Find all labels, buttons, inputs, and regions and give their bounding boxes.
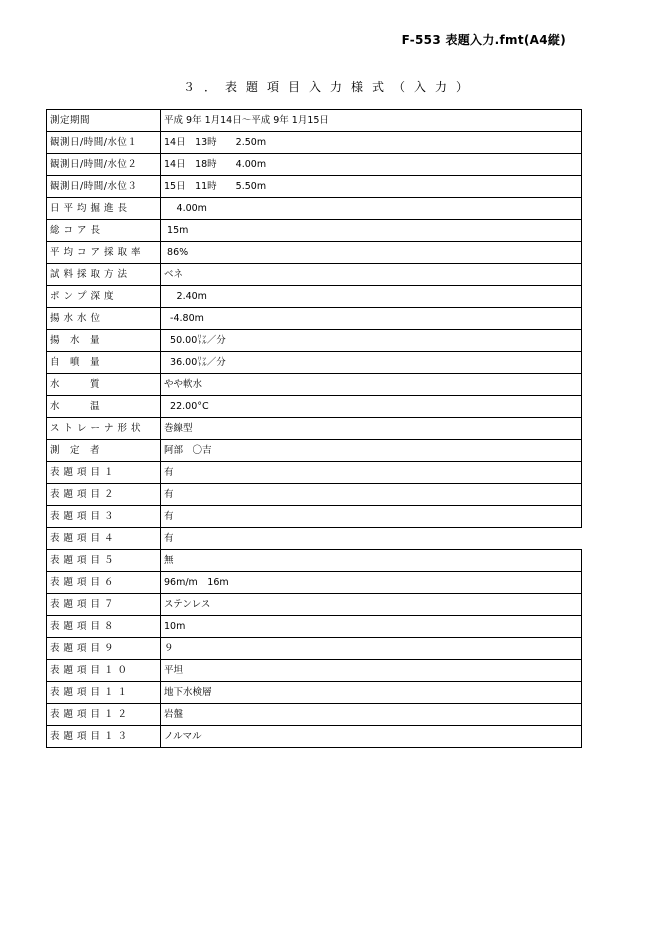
row-value[interactable]: 15日 11時 5.50m <box>161 176 582 198</box>
row-label: ポンプ深度 <box>47 286 161 308</box>
row-label: 表題項目３ <box>47 506 161 528</box>
row-value[interactable]: 無 <box>161 550 582 572</box>
row-value[interactable]: 地下水検層 <box>161 682 582 704</box>
row-label: 表題項目９ <box>47 638 161 660</box>
row-value[interactable]: 15m <box>161 220 582 242</box>
row-label: 表題項目６ <box>47 572 161 594</box>
page-title: ３．表題項目入力様式（入力） <box>182 80 477 94</box>
table-row <box>47 682 582 704</box>
table-row <box>47 462 582 484</box>
table-row <box>47 374 582 396</box>
row-value[interactable]: 86% <box>161 242 582 264</box>
row-value[interactable]: ステンレス <box>161 594 582 616</box>
row-value[interactable]: 平坦 <box>161 660 582 682</box>
table-row <box>47 132 582 154</box>
table-row <box>47 484 582 506</box>
table-row <box>47 440 582 462</box>
table-row <box>47 638 582 660</box>
row-value[interactable]: 有 <box>161 528 582 550</box>
row-value[interactable]: 平成 9年 1月14日～平成 9年 1月15日 <box>161 110 582 132</box>
row-value[interactable]: 岩盤 <box>161 704 582 726</box>
row-label: 表題項目１１ <box>47 682 161 704</box>
row-label: 観測日/時間/水位３ <box>47 176 161 198</box>
row-value[interactable]: 36.00㍑／分 <box>161 352 582 374</box>
row-label: 水 質 <box>47 374 161 396</box>
row-label: 日平均掘進長 <box>47 198 161 220</box>
row-value[interactable]: 14日 18時 4.00m <box>161 154 582 176</box>
row-value[interactable]: 96m/m 16m <box>161 572 582 594</box>
row-label: 試料採取方法 <box>47 264 161 286</box>
table-row <box>47 396 582 418</box>
row-label: 表題項目４ <box>47 528 161 550</box>
row-value[interactable]: ノルマル <box>161 726 582 748</box>
row-label: 自 噴 量 <box>47 352 161 374</box>
table-row <box>47 220 582 242</box>
table-row <box>47 616 582 638</box>
row-label: 観測日/時間/水位２ <box>47 154 161 176</box>
row-label: 表題項目１ <box>47 462 161 484</box>
table-row <box>47 352 582 374</box>
table-row <box>47 550 582 572</box>
table-row <box>47 418 582 440</box>
row-label: 測 定 者 <box>47 440 161 462</box>
table-row <box>47 594 582 616</box>
table-row <box>47 110 582 132</box>
table-row <box>47 506 582 528</box>
row-label: 水 温 <box>47 396 161 418</box>
row-value[interactable]: 阿部 〇吉 <box>161 440 582 462</box>
row-label: ストレーナ形状 <box>47 418 161 440</box>
row-label: 観測日/時間/水位１ <box>47 132 161 154</box>
table-row <box>47 572 582 594</box>
row-value[interactable]: 2.40m <box>161 286 582 308</box>
table-row <box>47 660 582 682</box>
row-value[interactable]: ベネ <box>161 264 582 286</box>
row-label: 表題項目１２ <box>47 704 161 726</box>
table-row <box>47 242 582 264</box>
row-label: 表題項目５ <box>47 550 161 572</box>
row-label: 表題項目１３ <box>47 726 161 748</box>
row-label: 平均コア採取率 <box>47 242 161 264</box>
input-form-table <box>46 109 582 748</box>
table-row <box>47 308 582 330</box>
row-label: 表題項目７ <box>47 594 161 616</box>
table-row <box>47 286 582 308</box>
row-value[interactable]: ９ <box>161 638 582 660</box>
row-value[interactable]: 有 <box>161 484 582 506</box>
row-value[interactable]: 14日 13時 2.50m <box>161 132 582 154</box>
row-value[interactable]: 22.00°C <box>161 396 582 418</box>
row-label: 揚水水位 <box>47 308 161 330</box>
row-value[interactable]: 10m <box>161 616 582 638</box>
row-value[interactable]: やや軟水 <box>161 374 582 396</box>
row-label: 表題項目８ <box>47 616 161 638</box>
table-row <box>47 726 582 748</box>
row-label: 揚 水 量 <box>47 330 161 352</box>
row-label: 測定期間 <box>47 110 161 132</box>
table-row <box>47 704 582 726</box>
table-row <box>47 198 582 220</box>
table-row <box>47 154 582 176</box>
table-row <box>47 330 582 352</box>
row-value[interactable]: 巻線型 <box>161 418 582 440</box>
row-label: 表題項目２ <box>47 484 161 506</box>
table-row <box>47 176 582 198</box>
row-label: 表題項目１０ <box>47 660 161 682</box>
row-label: 総コア長 <box>47 220 161 242</box>
row-value[interactable]: 50.00㍑／分 <box>161 330 582 352</box>
table-row <box>47 528 582 550</box>
form-id: F-553 表題入力.fmt(A4縦) <box>401 33 566 47</box>
row-value[interactable]: 有 <box>161 506 582 528</box>
row-value[interactable]: -4.80m <box>161 308 582 330</box>
row-value[interactable]: 4.00m <box>161 198 582 220</box>
row-value[interactable]: 有 <box>161 462 582 484</box>
table-row <box>47 264 582 286</box>
